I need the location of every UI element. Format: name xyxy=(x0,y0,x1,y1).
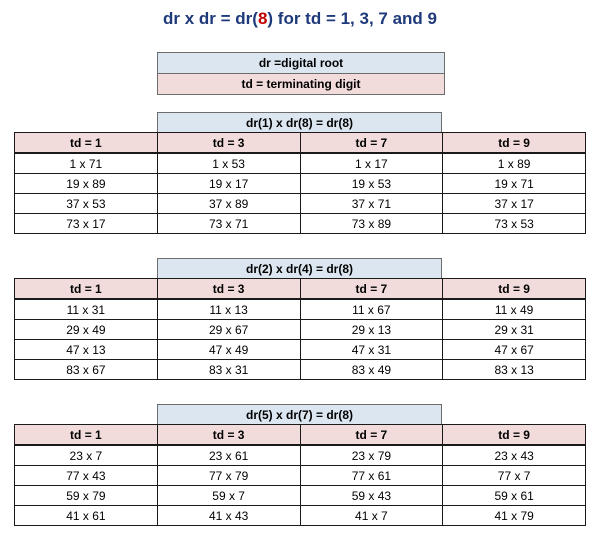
table-cell: 47 x 67 xyxy=(443,340,586,360)
table-row xyxy=(15,194,586,214)
table-cell: 47 x 13 xyxy=(15,340,158,360)
table-cell: 77 x 7 xyxy=(443,466,586,486)
table-cell: 77 x 43 xyxy=(15,466,158,486)
table-cell: 1 x 17 xyxy=(300,153,443,174)
column-header: td = 9 xyxy=(443,425,586,446)
table-cell: 47 x 31 xyxy=(300,340,443,360)
table-cell: 59 x 61 xyxy=(443,486,586,506)
table-cell: 83 x 31 xyxy=(157,360,300,380)
table-row xyxy=(15,445,586,466)
table-cell: 23 x 79 xyxy=(300,445,443,466)
table-row xyxy=(15,486,586,506)
table-caption: dr(5) x dr(7) = dr(8) xyxy=(157,404,442,424)
table-cell: 41 x 79 xyxy=(443,506,586,526)
table-cell: 1 x 53 xyxy=(157,153,300,174)
column-header: td = 7 xyxy=(300,425,443,446)
table-caption: dr(2) x dr(4) = dr(8) xyxy=(157,258,442,278)
table-row xyxy=(15,506,586,526)
table-cell: 1 x 71 xyxy=(15,153,158,174)
table-row xyxy=(15,360,586,380)
product-table xyxy=(14,278,586,380)
table-cell: 1 x 89 xyxy=(443,153,586,174)
table-cell: 41 x 43 xyxy=(157,506,300,526)
table-cell: 37 x 53 xyxy=(15,194,158,214)
table-cell: 19 x 71 xyxy=(443,174,586,194)
table-cell: 11 x 13 xyxy=(157,299,300,320)
table-row xyxy=(15,299,586,320)
table-cell: 37 x 17 xyxy=(443,194,586,214)
table-cell: 73 x 71 xyxy=(157,214,300,234)
legend-box xyxy=(157,52,445,95)
column-header: td = 7 xyxy=(300,279,443,300)
table-cell: 37 x 89 xyxy=(157,194,300,214)
column-header: td = 3 xyxy=(157,133,300,154)
table-cell: 19 x 17 xyxy=(157,174,300,194)
table-cell: 11 x 67 xyxy=(300,299,443,320)
table-cell: 29 x 13 xyxy=(300,320,443,340)
legend-digital-root: dr =digital root xyxy=(158,53,444,74)
table-row xyxy=(15,340,586,360)
table-caption: dr(1) x dr(8) = dr(8) xyxy=(157,112,442,132)
title-suffix: ) for td = 1, 3, 7 and 9 xyxy=(267,9,437,28)
column-header: td = 7 xyxy=(300,133,443,154)
table-cell: 59 x 7 xyxy=(157,486,300,506)
table-cell: 83 x 67 xyxy=(15,360,158,380)
table-cell: 11 x 31 xyxy=(15,299,158,320)
table-cell: 77 x 61 xyxy=(300,466,443,486)
table-row xyxy=(15,214,586,234)
table-cell: 47 x 49 xyxy=(157,340,300,360)
table-cell: 59 x 43 xyxy=(300,486,443,506)
table-cell: 19 x 53 xyxy=(300,174,443,194)
column-header: td = 1 xyxy=(15,279,158,300)
product-table xyxy=(14,424,586,526)
column-header: td = 1 xyxy=(15,425,158,446)
table-cell: 29 x 49 xyxy=(15,320,158,340)
table-cell: 11 x 49 xyxy=(443,299,586,320)
legend-terminating-digit: td = terminating digit xyxy=(158,74,444,94)
table-row xyxy=(15,153,586,174)
table-cell: 73 x 53 xyxy=(443,214,586,234)
title-prefix: dr x dr = dr( xyxy=(163,9,258,28)
table-row xyxy=(15,320,586,340)
table-header-row xyxy=(15,279,586,300)
title-highlight: 8 xyxy=(257,9,268,28)
product-table xyxy=(14,132,586,234)
column-header: td = 9 xyxy=(443,133,586,154)
table-cell: 23 x 61 xyxy=(157,445,300,466)
table-cell: 41 x 7 xyxy=(300,506,443,526)
table-cell: 77 x 79 xyxy=(157,466,300,486)
column-header: td = 3 xyxy=(157,425,300,446)
page-title xyxy=(0,9,600,29)
column-header: td = 9 xyxy=(443,279,586,300)
table-row xyxy=(15,174,586,194)
table-cell: 37 x 71 xyxy=(300,194,443,214)
table-cell: 83 x 13 xyxy=(443,360,586,380)
table-header-row xyxy=(15,133,586,154)
column-header: td = 3 xyxy=(157,279,300,300)
table-cell: 29 x 67 xyxy=(157,320,300,340)
table-cell: 41 x 61 xyxy=(15,506,158,526)
table-cell: 23 x 43 xyxy=(443,445,586,466)
table-header-row xyxy=(15,425,586,446)
table-row xyxy=(15,466,586,486)
table-cell: 73 x 89 xyxy=(300,214,443,234)
column-header: td = 1 xyxy=(15,133,158,154)
table-cell: 83 x 49 xyxy=(300,360,443,380)
table-cell: 73 x 17 xyxy=(15,214,158,234)
table-cell: 23 x 7 xyxy=(15,445,158,466)
table-cell: 59 x 79 xyxy=(15,486,158,506)
table-cell: 29 x 31 xyxy=(443,320,586,340)
table-cell: 19 x 89 xyxy=(15,174,158,194)
